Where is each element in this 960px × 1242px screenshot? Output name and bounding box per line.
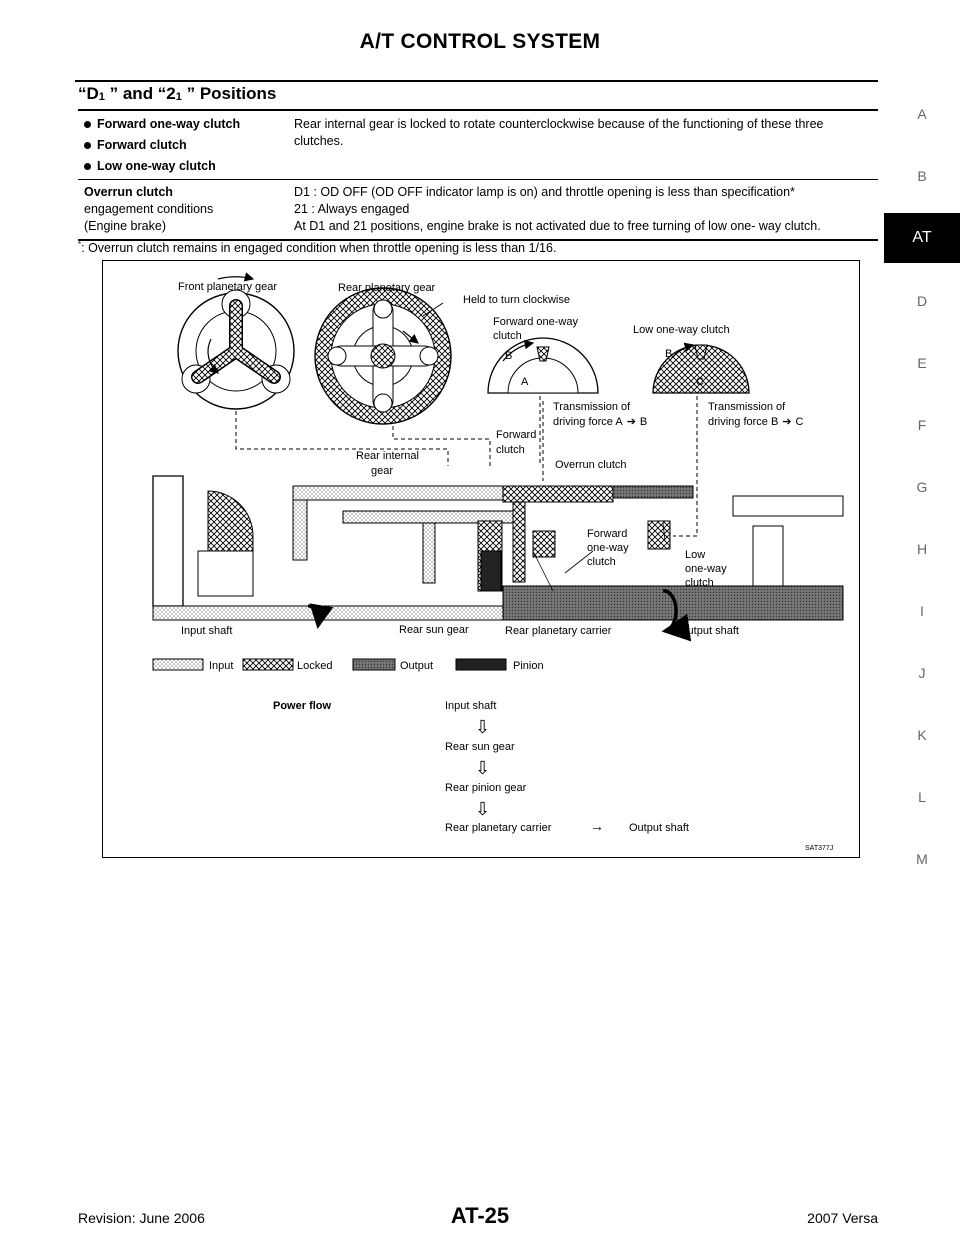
index-letter[interactable]: D bbox=[916, 293, 928, 309]
legend bbox=[153, 659, 544, 672]
index-tab-active[interactable]: AT bbox=[884, 213, 960, 263]
front-planetary-gear bbox=[178, 277, 294, 409]
label-b2: B bbox=[665, 348, 673, 360]
forward-one-way-clutch-diagram bbox=[488, 338, 598, 393]
bullet-icon bbox=[84, 163, 91, 170]
svg-text:gear: gear bbox=[371, 465, 394, 477]
rear-planetary-gear bbox=[315, 288, 451, 424]
legend-input: Input bbox=[209, 660, 234, 672]
label-low-one-way: Low one-way clutch bbox=[633, 324, 730, 336]
index-letter[interactable]: M bbox=[916, 851, 928, 867]
power-flow-step: Input shaft bbox=[445, 700, 497, 712]
svg-text:clutch: clutch bbox=[685, 577, 714, 589]
transmission-diagram bbox=[103, 261, 859, 857]
label-overrun-clutch: Overrun clutch bbox=[555, 459, 627, 471]
power-flow bbox=[273, 700, 833, 852]
bullet-icon bbox=[84, 142, 91, 149]
legend-locked: Locked bbox=[297, 660, 333, 672]
label-front-planetary: Front planetary gear bbox=[178, 281, 278, 293]
index-letter[interactable]: I bbox=[920, 603, 924, 619]
label-forward-clutch: Forward bbox=[496, 429, 537, 441]
label-output-shaft: Output shaft bbox=[679, 625, 739, 637]
footnote: *: Overrun clutch remains in engaged condition when throttle opening is less than 1/16. bbox=[78, 240, 557, 256]
transmission-cross-section bbox=[153, 476, 843, 631]
power-flow-step: Rear sun gear bbox=[445, 741, 515, 753]
svg-text:one-way: one-way bbox=[587, 542, 629, 554]
label-input-shaft: Input shaft bbox=[181, 625, 233, 637]
footer-model: 2007 Versa bbox=[807, 1210, 878, 1226]
index-letter[interactable]: L bbox=[918, 789, 926, 805]
label-forward-one-way-lower: Forward bbox=[587, 528, 628, 540]
list-item: Low one-way clutch bbox=[84, 158, 282, 175]
table-cell: Rear internal gear is locked to rotate counterclockwise because of the functioning of these three clutches. bbox=[288, 110, 878, 180]
index-letter[interactable]: G bbox=[916, 479, 928, 495]
power-flow-step: Rear planetary carrier bbox=[445, 822, 552, 834]
section-heading: “$D_1$ ” and “$2_1$ ” Positions bbox=[78, 84, 277, 103]
title-rule bbox=[75, 80, 878, 82]
label-rear-planetary: Rear planetary gear bbox=[338, 282, 436, 294]
label-a: A bbox=[521, 376, 529, 388]
index-letter[interactable]: K bbox=[917, 727, 927, 743]
table-cell: D1 : OD OFF (OD OFF indicator lamp is on) and throttle opening is less than specification* 21 : Always engaged At D1 and 21 positions, engine brake is not activated due to free turning of low one- way clutch. bbox=[288, 180, 878, 241]
clutch-table bbox=[78, 109, 878, 241]
page-title: A/T CONTROL SYSTEM bbox=[359, 30, 601, 53]
footer-page-number: AT-25 bbox=[450, 1203, 510, 1228]
index-letter[interactable]: E bbox=[917, 355, 927, 371]
footer-revision: Revision: June 2006 bbox=[78, 1210, 205, 1226]
svg-text:clutch: clutch bbox=[496, 444, 525, 456]
label-held-clockwise: Held to turn clockwise bbox=[463, 294, 570, 306]
label-low-one-way-lower: Low bbox=[685, 549, 706, 561]
index-letter[interactable]: F bbox=[917, 417, 927, 433]
svg-text:driving force A➔B: driving force A ➔ B bbox=[553, 416, 648, 428]
svg-text:driving force B➔C: driving force B ➔ C bbox=[708, 416, 804, 428]
label-forward-one-way: Forward one-way bbox=[493, 316, 578, 328]
label-rear-planetary-carrier: Rear planetary carrier bbox=[505, 625, 612, 637]
svg-text:one-way: one-way bbox=[685, 563, 727, 575]
label-c: C bbox=[696, 376, 704, 388]
list-item: Forward clutch bbox=[84, 137, 282, 154]
label-rear-sun-gear: Rear sun gear bbox=[399, 624, 469, 636]
label-forward-one-way-2: clutch bbox=[493, 330, 522, 342]
svg-text:clutch: clutch bbox=[587, 556, 616, 568]
index-letter[interactable]: A bbox=[917, 106, 927, 122]
figure-code: SAT377J bbox=[805, 845, 834, 852]
power-flow-step: Rear pinion gear bbox=[445, 782, 527, 794]
right-arrow-icon: → bbox=[590, 818, 604, 834]
label-rear-internal: Rear internal bbox=[356, 450, 419, 462]
power-flow-figure bbox=[102, 260, 860, 858]
legend-output: Output bbox=[400, 660, 434, 672]
table-row bbox=[78, 110, 878, 180]
power-flow-title: Power flow bbox=[273, 700, 332, 712]
label-b: B bbox=[505, 350, 513, 362]
label-transmission-bc: Transmission of bbox=[708, 401, 786, 413]
down-arrow-icon: ⇩ bbox=[475, 758, 491, 778]
index-letter[interactable]: H bbox=[916, 541, 928, 557]
table-row bbox=[78, 180, 878, 241]
down-arrow-icon: ⇩ bbox=[475, 799, 491, 819]
legend-pinion: Pinion bbox=[513, 660, 544, 672]
power-flow-final: Output shaft bbox=[629, 822, 689, 834]
table-cell bbox=[78, 110, 288, 180]
down-arrow-icon: ⇩ bbox=[475, 717, 491, 737]
bullet-icon bbox=[84, 121, 91, 128]
table-cell: Overrun clutch engagement conditions (Engine brake) bbox=[78, 180, 288, 241]
label-transmission-ab: Transmission of bbox=[553, 401, 631, 413]
list-item: Forward one-way clutch bbox=[84, 116, 282, 133]
index-letter[interactable]: J bbox=[918, 665, 926, 681]
index-letter[interactable]: B bbox=[917, 168, 927, 184]
